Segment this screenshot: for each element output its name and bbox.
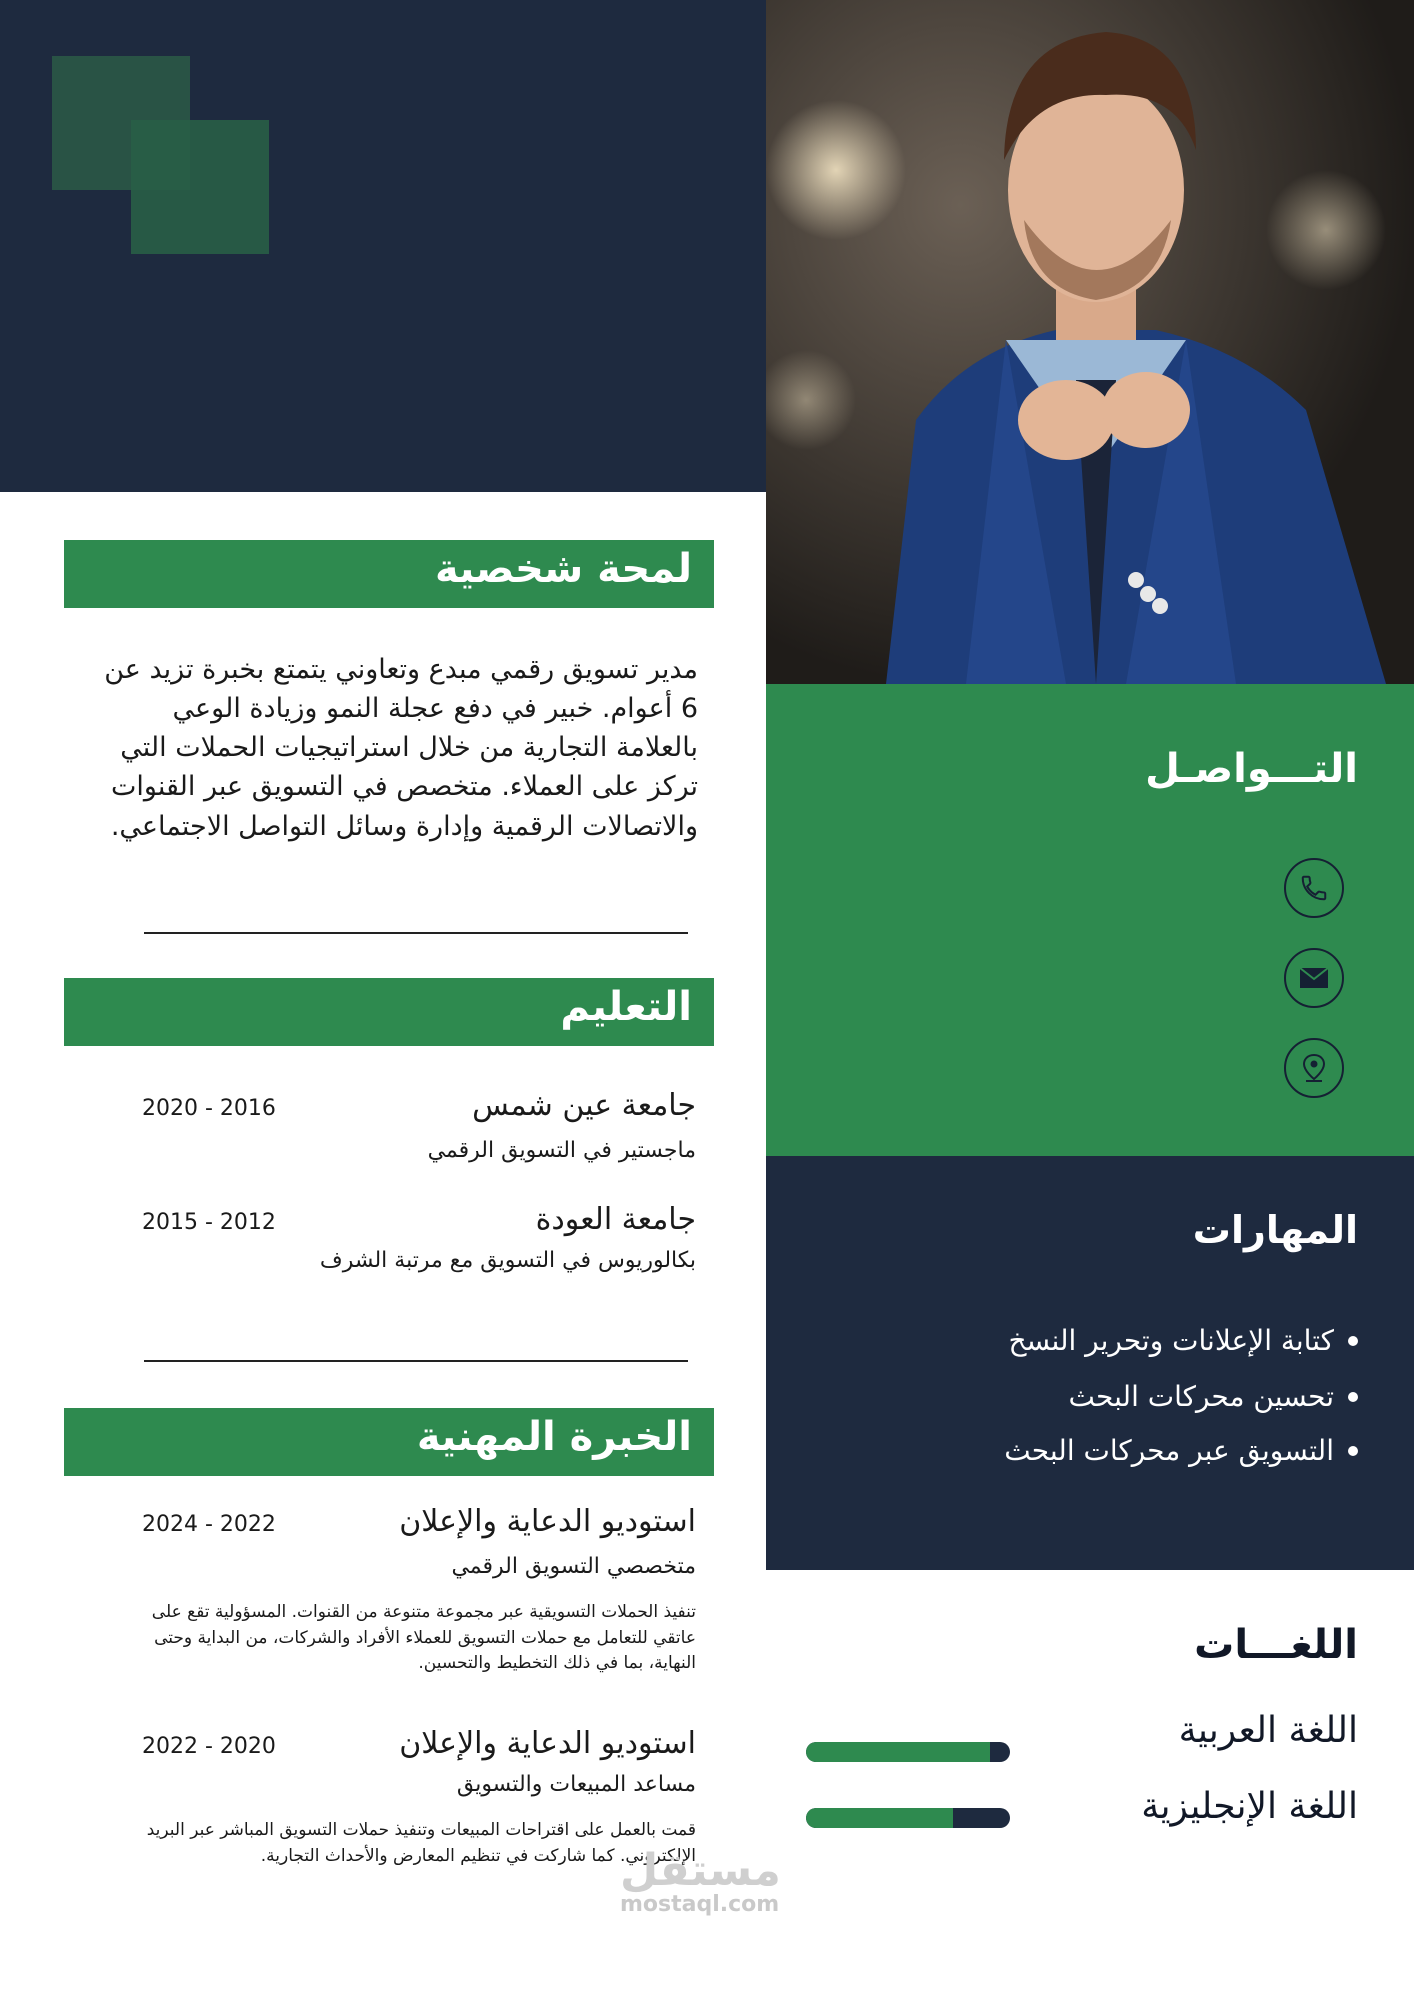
skill-item: التسويق عبر محركات البحث: [1004, 1434, 1358, 1467]
education-title: التعليم: [560, 984, 692, 1030]
phone-icon: [1284, 858, 1344, 918]
skill-item: تحسين محركات البحث: [1069, 1380, 1358, 1413]
profile-title: لمحة شخصية: [434, 546, 692, 592]
skills-title: المهارات: [1192, 1208, 1358, 1252]
job-role: مساعد المبيعات والتسويق: [456, 1772, 696, 1797]
language-level-fill: [806, 1742, 990, 1762]
contact-title: التـــواصـل: [1145, 746, 1358, 792]
education-heading-bar: [64, 978, 714, 1046]
experience-title: الخبرة المهنية: [416, 1414, 692, 1460]
bullet-icon: [1348, 1446, 1358, 1456]
company-name: استوديو الدعاية والإعلان: [399, 1726, 696, 1761]
profile-text: مدير تسويق رقمي مبدع وتعاوني يتمتع بخبرة تزيد عن 6 أعوام. خبير في دفع عجلة النمو وزيادة الوعي بالعلامة التجارية من خلال استراتيجيات الحملات التي تركز على العملاء. متخصص في التسويق عبر القنوات والاتصالات الرقمية وإدارة وسائل التواصل الاجتماعي.: [104, 654, 698, 842]
bullet-icon: [1348, 1392, 1358, 1402]
languages-title: اللغـــات: [1194, 1622, 1358, 1668]
portrait-illustration: [766, 0, 1414, 684]
location-icon: [1284, 1038, 1344, 1098]
institution-name: جامعة عين شمس: [472, 1088, 696, 1123]
watermark-url: mostaql.com: [620, 1892, 780, 1917]
education-years: 2015 - 2012: [142, 1210, 276, 1235]
mail-icon: [1284, 948, 1344, 1008]
profile-photo: [766, 0, 1414, 684]
degree: بكالوريوس في التسويق مع مرتبة الشرف: [319, 1248, 696, 1273]
experience-years: 2022 - 2020: [142, 1734, 276, 1759]
experience-years: 2024 - 2022: [142, 1512, 276, 1537]
company-name: استوديو الدعاية والإعلان: [399, 1504, 696, 1539]
divider: [144, 932, 688, 934]
bullet-icon: [1348, 1336, 1358, 1346]
watermark-logo: مستقل: [620, 1845, 781, 1896]
language-level-bar: [806, 1742, 1010, 1762]
degree: ماجستير في التسويق الرقمي: [427, 1138, 696, 1163]
language-name: اللغة الإنجليزية: [1141, 1786, 1358, 1827]
job-role: متخصصي التسويق الرقمي: [451, 1554, 696, 1579]
profile-heading-bar: [64, 540, 714, 608]
skill-item: كتابة الإعلانات وتحرير النسخ: [1008, 1324, 1358, 1357]
institution-name: جامعة العودة: [535, 1202, 696, 1237]
education-years: 2020 - 2016: [142, 1096, 276, 1121]
language-level-fill: [806, 1808, 953, 1828]
experience-heading-bar: [64, 1408, 714, 1476]
language-level-bar: [806, 1808, 1010, 1828]
job-description: تنفيذ الحملات التسويقية عبر مجموعة متنوعة من القنوات. المسؤولية تقع على عاتقي للتعامل مع حملات التسويق للعملاء الأفراد والشركات، من البداية وحتى النهاية، بما في ذلك التخطيط والتحسين.: [151, 1602, 696, 1673]
divider: [144, 1360, 688, 1362]
language-name: اللغة العربية: [1178, 1710, 1358, 1751]
job-description: قمت بالعمل على اقتراحات المبيعات وتنفيذ حملات التسويق المباشر عبر البريد الإلكتروني. كما شاركت في تنظيم المعارض والأحداث التجارية.: [146, 1820, 696, 1866]
